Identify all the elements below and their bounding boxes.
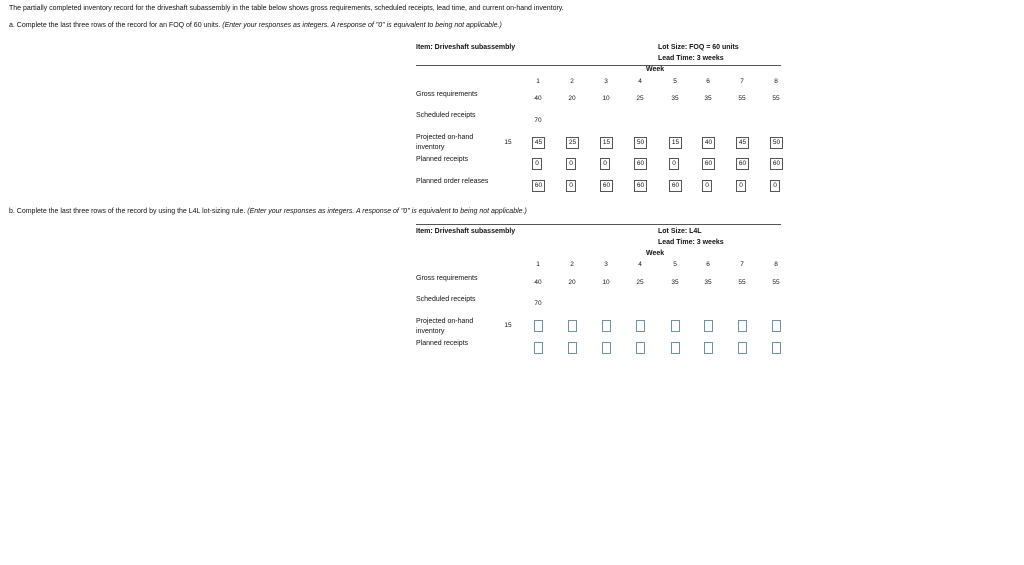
planned-receipt-input[interactable]: 60 [736,158,749,170]
part-b-hint: (Enter your responses as integers. A response of "0" is equivalent to being not applicable.) [247,208,527,215]
projected-on-hand-input[interactable]: 15 [669,137,682,149]
initial-on-hand: 15 [504,322,512,329]
row-label: Planned receipts [416,156,469,163]
part-a-rule [416,65,781,66]
week-number: 5 [673,78,677,85]
week-number: 7 [740,261,744,268]
planned-order-release-input[interactable]: 0 [566,180,576,192]
projected-on-hand-input[interactable] [738,320,747,332]
gross-req-value: 35 [671,95,679,102]
week-number: 6 [706,78,710,85]
week-number: 7 [740,78,744,85]
projected-on-hand-input[interactable]: 45 [532,137,545,149]
row-label: Scheduled receipts [416,296,476,303]
gross-req-value: 20 [568,95,576,102]
planned-receipt-input[interactable]: 0 [566,158,576,170]
row-label: Gross requirements [416,91,478,98]
planned-order-release-input[interactable]: 0 [736,180,746,192]
week-number: 4 [638,261,642,268]
part-b-lead-time: Lead Time: 3 weeks [658,239,724,246]
planned-order-release-input[interactable]: 60 [600,180,613,192]
week-number: 1 [536,261,540,268]
projected-on-hand-input[interactable] [772,320,781,332]
scheduled-receipt-value: 70 [534,300,542,307]
gross-req-value: 35 [704,279,712,286]
part-b-prompt: b. Complete the last three rows of the record by using the L4L lot-sizing rule. [9,208,246,215]
projected-on-hand-input[interactable]: 50 [770,137,783,149]
planned-receipt-input[interactable] [534,342,543,354]
gross-req-value: 25 [636,279,644,286]
part-a-lead-time: Lead Time: 3 weeks [658,55,724,62]
week-number: 2 [570,261,574,268]
week-number: 8 [774,78,778,85]
planned-receipt-input[interactable] [602,342,611,354]
part-b-rule [416,224,781,225]
part-a-week-label: Week [646,66,665,73]
gross-req-value: 55 [738,279,746,286]
projected-on-hand-input[interactable] [568,320,577,332]
part-a-hint: (Enter your responses as integers. A response of "0" is equivalent to being not applicable.) [222,22,502,29]
gross-req-value: 35 [671,279,679,286]
planned-receipt-input[interactable] [671,342,680,354]
gross-req-value: 25 [636,95,644,102]
row-label: Projected on-hand inventory [416,134,474,151]
week-number: 3 [604,261,608,268]
week-number: 1 [536,78,540,85]
planned-receipt-input[interactable]: 0 [600,158,610,170]
gross-req-value: 20 [568,279,576,286]
week-number: 3 [604,78,608,85]
part-b-item: Item: Driveshaft subassembly [416,228,516,235]
part-a-prompt-line [9,22,502,29]
initial-on-hand: 15 [504,139,512,146]
projected-on-hand-input[interactable] [704,320,713,332]
planned-receipt-input[interactable] [738,342,747,354]
planned-receipt-input[interactable] [704,342,713,354]
planned-receipt-input[interactable] [772,342,781,354]
row-label: Planned receipts [416,340,469,347]
planned-receipt-input[interactable]: 60 [770,158,783,170]
week-number: 8 [774,261,778,268]
projected-on-hand-input[interactable]: 45 [736,137,749,149]
row-label: Scheduled receipts [416,112,476,119]
gross-req-value: 10 [602,95,610,102]
projected-on-hand-input[interactable] [671,320,680,332]
projected-on-hand-input[interactable]: 50 [634,137,647,149]
projected-on-hand-input[interactable] [636,320,645,332]
planned-receipt-input[interactable]: 60 [702,158,715,170]
gross-req-value: 55 [738,95,746,102]
projected-on-hand-input[interactable] [602,320,611,332]
part-a-prompt: a. Complete the last three rows of the record for an FOQ of 60 units. [9,22,221,29]
planned-order-release-input[interactable]: 60 [634,180,647,192]
planned-order-release-input[interactable]: 0 [702,180,712,192]
gross-req-value: 40 [534,95,542,102]
gross-req-value: 55 [772,95,780,102]
gross-req-value: 55 [772,279,780,286]
part-a-lot-size: Lot Size: FOQ = 60 units [658,44,739,51]
planned-receipt-input[interactable]: 0 [532,158,542,170]
row-label: Gross requirements [416,275,478,282]
scheduled-receipt-value: 70 [534,117,542,124]
gross-req-value: 40 [534,279,542,286]
projected-on-hand-input[interactable]: 40 [702,137,715,149]
planned-receipt-input[interactable] [568,342,577,354]
planned-receipt-input[interactable] [636,342,645,354]
row-label: Projected on-hand inventory [416,318,474,335]
projected-on-hand-input[interactable]: 15 [600,137,613,149]
row-label: Planned order releases [416,178,489,185]
week-number: 4 [638,78,642,85]
part-b-prompt-line [9,208,527,215]
projected-on-hand-input[interactable] [534,320,543,332]
gross-req-value: 10 [602,279,610,286]
planned-order-release-input[interactable]: 60 [669,180,682,192]
week-number: 5 [673,261,677,268]
week-number: 6 [706,261,710,268]
planned-order-release-input[interactable]: 0 [770,180,780,192]
part-b-week-label: Week [646,250,665,257]
week-number: 2 [570,78,574,85]
intro-text: The partially completed inventory record for the driveshaft subassembly in the table below shows gross requirements, scheduled receipts, lead time, and current on-hand inventory. [9,5,564,12]
gross-req-value: 35 [704,95,712,102]
part-b-lot-size: Lot Size: L4L [658,228,702,235]
part-a-item: Item: Driveshaft subassembly [416,44,516,51]
planned-receipt-input[interactable]: 60 [634,158,647,170]
planned-order-release-input[interactable]: 60 [532,180,545,192]
projected-on-hand-input[interactable]: 25 [566,137,579,149]
planned-receipt-input[interactable]: 0 [669,158,679,170]
